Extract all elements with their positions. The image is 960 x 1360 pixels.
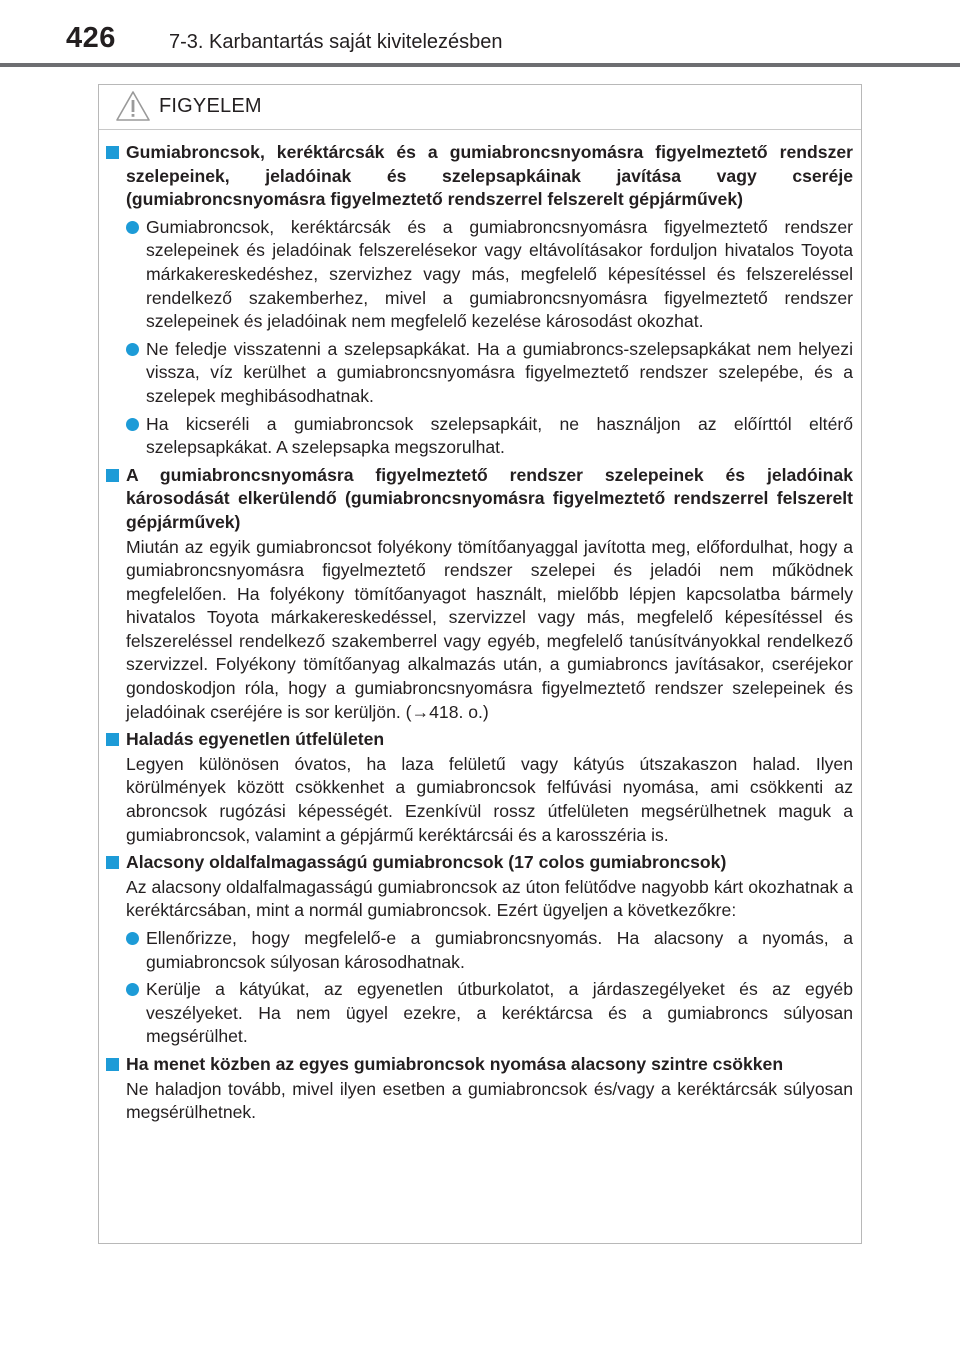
circle-bullet-icon bbox=[126, 418, 139, 431]
section-title: 7-3. Karbantartás saját kivitelezésben bbox=[169, 31, 503, 53]
circle-bullet-icon bbox=[126, 932, 139, 945]
warning-triangle-icon bbox=[115, 90, 151, 122]
square-bullet-icon bbox=[106, 856, 119, 869]
warning-content bbox=[99, 137, 861, 1125]
bullet-item: Ne feledje visszatenni a szelepsapkákat. Ha a gumiabroncs-szelepsapkákat nem helyezi vissza, víz kerülhet a gumiabroncsnyomásra figyelmeztető rendszer szelepébe, és a szelepek meghibásodhatnak. bbox=[105, 338, 853, 409]
circle-bullet-icon bbox=[126, 343, 139, 356]
section-heading: Gumiabroncsok, keréktárcsák és a gumiabroncsnyomásra figyelmeztető rendszer szelepeinek, jeladóinak és szelepsapkáinak javítása vagy cseréje (gumiabroncsnyomásra figyelmeztető rendszerrel felszerelt gépjárművek) bbox=[105, 141, 853, 212]
circle-bullet-icon bbox=[126, 983, 139, 996]
header-rule bbox=[0, 63, 960, 67]
bullet-item: Gumiabroncsok, keréktárcsák és a gumiabroncsnyomásra figyelmeztető rendszer szelepeinek és jeladóinak felszerelésekor vagy eltávolításakor forduljon hivatalos Toyota márkakereskedéshez, szervizhez vagy más, megfelelő képesítéssel és felszereléssel rendelkező szakemberhez, mivel a gumiabroncsnyomásra figyelmeztető rendszer szelepeinek és jeladóinak nem megfelelő kezelése károsodást okozhat. bbox=[105, 216, 853, 334]
section-paragraph: Legyen különösen óvatos, ha laza felületű vagy kátyús útszakaszon halad. Ilyen körülmények között csökkenhet a gumiabroncsok felfúvási nyomása, ami csökkenti az abroncsok rugózási képességét. Ezenkívül rossz útfelületen megsérülhetnek maguk a gumiabroncsok, valamint a gépjármű keréktárcsái és a karosszéria is. bbox=[126, 753, 853, 845]
warning-header-rule bbox=[99, 129, 861, 130]
circle-bullet-icon bbox=[126, 221, 139, 234]
bullet-item: Kerülje a kátyúkat, az egyenetlen útburkolatot, a járdaszegélyeket és az egyéb veszélyeket. Ha nem ügyel ezekre, a keréktárcsa és a gumiabroncs súlyosan megsérülhet. bbox=[105, 978, 853, 1049]
bullet-item: Ha kicseréli a gumiabroncsok szelepsapkáit, ne használjon az előírttól eltérő szelepsapkákat. A szelepsapka megszorulhat. bbox=[105, 413, 853, 460]
warning-title: FIGYELEM bbox=[159, 95, 262, 117]
warning-header bbox=[99, 85, 861, 127]
section-heading: Alacsony oldalfalmagasságú gumiabroncsok (17 colos gumiabroncsok) bbox=[105, 851, 853, 875]
section-heading: Ha menet közben az egyes gumiabroncsok nyomása alacsony szintre csökken bbox=[105, 1053, 853, 1077]
section-paragraph: Ne haladjon tovább, mivel ilyen esetben a gumiabroncsok és/vagy a keréktárcsák súlyosan megsérülhetnek. bbox=[126, 1078, 853, 1123]
section-heading: A gumiabroncsnyomásra figyelmeztető rendszer szelepeinek és jeladóinak károsodását elkerülendő (gumiabroncsnyomásra figyelmeztető rendszerrel felszerelt gépjárművek) bbox=[105, 464, 853, 535]
square-bullet-icon bbox=[106, 469, 119, 482]
square-bullet-icon bbox=[106, 1058, 119, 1071]
square-bullet-icon bbox=[106, 733, 119, 746]
section-heading: Haladás egyenetlen útfelületen bbox=[105, 728, 853, 752]
page-number: 426 bbox=[66, 22, 116, 54]
section-paragraph: Miután az egyik gumiabroncsot folyékony tömítőanyaggal javította meg, előfordulhat, hogy a gumiabroncsnyomásra figyelmeztető rendszer szelepei és jeladói nem működnek megfelelően. Ha folyékony tömítőanyagot használt, mielőbb lépjen kapcsolatba bármely hivatalos Toyota márkakereskedéssel, szervizzel vagy más, megfelelő képesítéssel és felszereléssel rendelkező szakemberrel vagy egyéb, megfelelő tanúsítványokkal rendelkező szervizzel. Folyékony tömítőanyag alkalmazás után, a gumiabroncs javításakor, cseréjekor gondoskodjon róla, hogy a gumiabroncsnyomásra figyelmeztető rendszer szelepeinek és jeladóinak cseréjére is sor kerüljön. (→418. o.) bbox=[126, 536, 853, 722]
warning-box bbox=[98, 84, 862, 1244]
bullet-item: Ellenőrizze, hogy megfelelő-e a gumiabroncsnyomás. Ha alacsony a nyomás, a gumiabroncsok súlyosan károsodhatnak. bbox=[105, 927, 853, 974]
square-bullet-icon bbox=[106, 146, 119, 159]
section-paragraph: Az alacsony oldalfalmagasságú gumiabroncsok az úton felütődve nagyobb kárt okozhatnak a keréktárcsában, mint a normál gumiabroncsok. Ezért ügyeljen a következőkre: bbox=[126, 876, 853, 921]
